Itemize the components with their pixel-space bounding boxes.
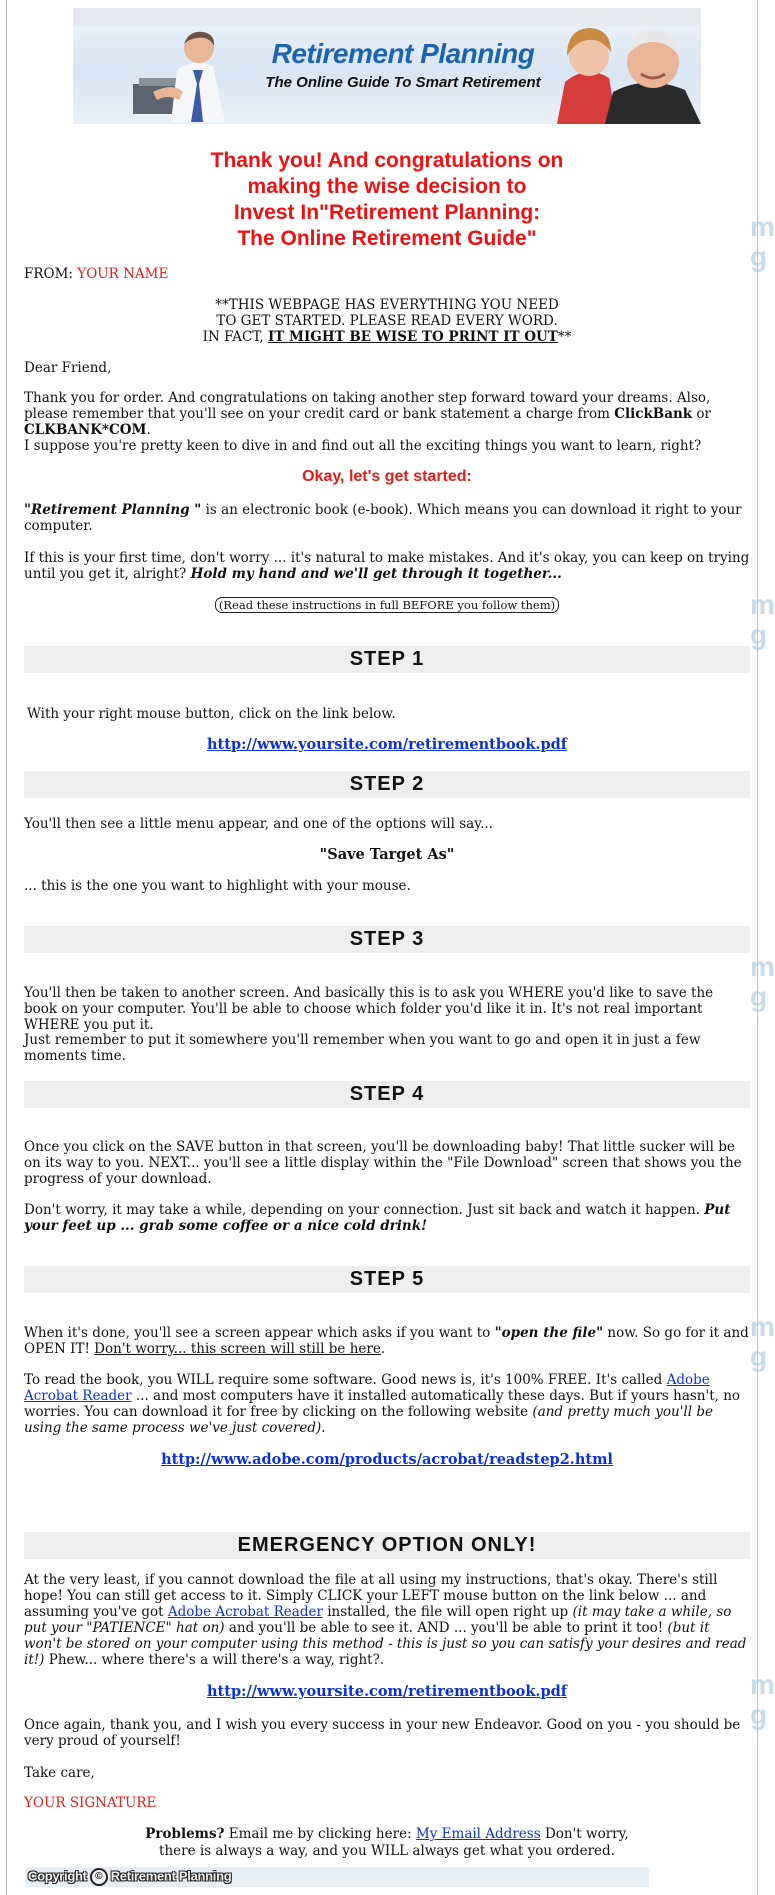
adobe-acrobat-reader-link[interactable]: Adobe Acrobat Reader — [24, 1372, 710, 1404]
hold-my-hand-emphasis: Hold my hand and we'll get through it together... — [190, 566, 562, 582]
from-line — [24, 266, 750, 282]
watermark-fragment: m g — [750, 589, 775, 650]
step-5-text: When it's done, you'll see a screen appear which asks if you want to "open the file" now. So go for it and OPEN IT! Don't worry... this screen will still be here. — [24, 1325, 749, 1357]
headline-line: Invest In"Retirement Planning: — [233, 201, 541, 224]
ebook-paragraph: "Retirement Planning " is an electronic book (e-book). Which means you can download it right to your computer. — [24, 502, 742, 534]
step-1-link-wrap — [24, 736, 750, 753]
watermark-fragment: m g — [750, 1669, 775, 1730]
open-the-file-emphasis: "open the file" — [494, 1325, 604, 1341]
step-5-heading: STEP 5 — [24, 1266, 750, 1293]
problems-line-2: there is always a way, and you WILL always get what you ordered. — [159, 1843, 615, 1859]
first-time-paragraph: If this is your first time, don't worry ... it's natural to make mistakes. And it's okay, you can keep on trying until you get it, alright? Hold my hand and we'll get through it together... — [24, 550, 750, 582]
copyright-icon: © — [90, 1868, 108, 1886]
problems-label: Problems? — [145, 1826, 225, 1842]
coffee-emphasis: Put your feet up ... grab some coffee or a nice cold drink! — [24, 1202, 731, 1234]
notice-line: TO GET STARTED. PLEASE READ EVERY WORD. — [216, 313, 558, 329]
adobe-link-wrap — [24, 1451, 750, 1468]
header-banner — [73, 8, 701, 124]
email-link[interactable]: My Email Address — [415, 1826, 541, 1842]
signature: YOUR SIGNATURE — [24, 1795, 157, 1811]
headline-line: The Online Retirement Guide" — [237, 227, 537, 250]
banner-subtitle: The Online Guide To Smart Retirement — [265, 74, 541, 91]
notice-block — [24, 297, 750, 345]
emergency-acrobat-link[interactable]: Adobe Acrobat Reader — [167, 1604, 323, 1620]
read-note-wrap — [24, 597, 750, 613]
watermark-fragment: m g — [750, 1311, 775, 1372]
emergency-paragraph: At the very least, if you cannot download the file at all using my instructions, that's okay. There's still hope! You can still get access to it. Simply CLICK your LEFT mouse button on the link below ... and assuming you've got Adobe Acrobat Reader installed, the file will open right up (it may take a while, so put your "PATIENCE" hat on) and you'll be able to see it. AND ... you'll be able to print it too! (but it won't be stored on your computer using this method - this is just so you can satisfy your desires and read it!) Phew... where there's a will there's a way, right?. — [24, 1572, 747, 1668]
step-4-text-2: Don't worry, it may take a while, depending on your connection. Just sit back and watch it happen. Put your feet up ... grab some coffee or a nice cold drink! — [24, 1202, 731, 1234]
headline-line: Thank you! And congratulations on — [210, 149, 564, 172]
step-5-software-paragraph: To read the book, you WILL require some software. Good news is, it's 100% FREE. It's called Adobe Acrobat Reader ... and most computers have it installed automatically these days. But if yours hasn't, no worries. You can download it for free by clicking on the following website (and pretty much you'll be using the same process we've just covered). — [24, 1372, 741, 1436]
watermark-fragment: m g — [750, 951, 775, 1012]
copyright-bar — [25, 1867, 649, 1887]
step-4-heading: STEP 4 — [24, 1081, 750, 1108]
step-3-text-2: Just remember to put it somewhere you'll remember when you want to go and open it in just a few moments time. — [24, 1032, 701, 1064]
step-2-text: You'll then see a little menu appear, and one of the options will say... — [24, 816, 493, 832]
thank-you-headline — [24, 148, 750, 252]
clkbank-name: CLKBANK*COM — [24, 422, 147, 438]
senior-couple-photo-icon — [557, 12, 701, 124]
problems-block: Problems? Email me by clicking here: My Email Address Don't worry, there is always a way, and you WILL always get what you ordered. — [24, 1826, 750, 1860]
adobe-download-link[interactable]: http://www.adobe.com/products/acrobat/readstep2.html — [161, 1451, 613, 1468]
clickbank-name: ClickBank — [614, 406, 693, 422]
read-instructions-note: (Read these instructions in full BEFORE you follow them) — [215, 597, 559, 613]
take-care: Take care, — [24, 1765, 95, 1781]
banner-title: Retirement Planning — [271, 38, 535, 69]
content-column — [6, 0, 758, 1895]
notice-line: **THIS WEBPAGE HAS EVERYTHING YOU NEED — [215, 297, 559, 313]
step-3-text: You'll then be taken to another screen. And basically this is to ask you WHERE you'd like to save the book on your computer. You'll be able to choose which folder you'd like it in. It's not real important WHERE you put it. — [24, 985, 714, 1033]
step-2-text-2: ... this is the one you want to highlight with your mouse. — [24, 878, 411, 894]
closing-paragraph: Once again, thank you, and I wish you every success in your new Endeavor. Good on you - you should be very proud of yourself! — [24, 1717, 741, 1749]
start-heading: Okay, let's get started: — [302, 468, 472, 485]
print-it-out-emphasis: IT MIGHT BE WISE TO PRINT IT OUT — [267, 329, 558, 345]
greeting: Dear Friend, — [24, 360, 112, 376]
emergency-link-wrap — [24, 1683, 750, 1700]
step-1-text: With your right mouse button, click on the link below. — [27, 706, 396, 722]
emergency-heading: EMERGENCY OPTION ONLY! — [24, 1532, 750, 1559]
screen-still-here-note: Don't worry... this screen will still be here — [94, 1341, 381, 1357]
notice-line: IN FACT, IT MIGHT BE WISE TO PRINT IT OUT** — [202, 329, 572, 345]
step-4-text: Once you click on the SAVE button in that screen, you'll be downloading baby! That little sucker will be on its way to you. NEXT... you'll see a little display within the "File Download" screen that shows you the progress of your download. — [24, 1139, 742, 1187]
emergency-ebook-link[interactable]: http://www.yoursite.com/retirementbook.pdf — [207, 1683, 567, 1700]
ebook-download-link[interactable]: http://www.yoursite.com/retirementbook.pdf — [207, 736, 567, 753]
step-3-heading: STEP 3 — [24, 926, 750, 953]
step-1-heading: STEP 1 — [24, 646, 750, 673]
copyright-text: Copyright © Retirement Planning — [28, 1868, 231, 1886]
intro-paragraph: Thank you for order. And congratulations on taking another step forward toward your dreams. Also, please remember that you'll see on your credit card or bank statement a charge from ClickBank or CLKBANK*COM. — [24, 390, 712, 438]
from-name: YOUR NAME — [77, 266, 169, 282]
headline-line: making the wise decision to — [247, 175, 527, 198]
save-target-as-option: "Save Target As" — [319, 846, 455, 863]
from-label: FROM: — [24, 266, 73, 282]
step-2-heading: STEP 2 — [24, 771, 750, 798]
businessman-photo-icon — [133, 22, 243, 124]
suppose-paragraph: I suppose you're pretty keen to dive in and find out all the exciting things you want to learn, right? — [24, 438, 702, 454]
watermark-fragment: m g — [750, 211, 775, 272]
ebook-title: "Retirement Planning " — [24, 502, 202, 518]
